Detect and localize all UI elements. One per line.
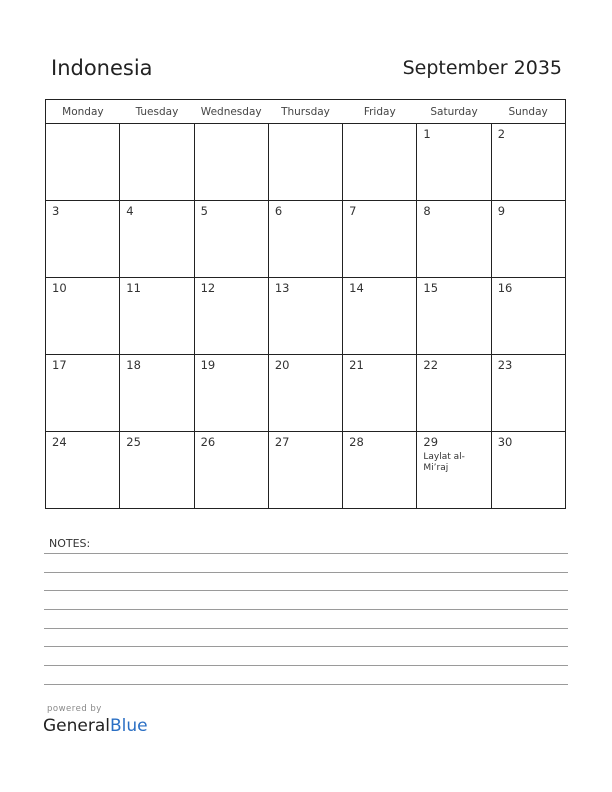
day-number: 21 (349, 358, 364, 372)
day-cell (491, 278, 565, 355)
day-cell (417, 432, 491, 509)
day-cell (343, 432, 417, 509)
day-number: 11 (126, 281, 141, 295)
powered-by-text: powered by (47, 704, 102, 714)
day-cell (120, 201, 194, 278)
day-number: 29 (423, 435, 439, 449)
day-cell (268, 124, 342, 201)
day-number: 22 (423, 358, 439, 372)
day-cell (343, 124, 417, 201)
day-number: 1 (423, 127, 431, 141)
country-title: Indonesia (51, 56, 153, 80)
notes-line (44, 572, 568, 573)
month-title: September 2035 (402, 57, 562, 79)
weekday-header: Thursday (268, 100, 342, 124)
weekday-header-row (46, 100, 566, 124)
calendar-grid (45, 99, 566, 509)
day-number: 3 (52, 204, 60, 218)
day-cell (194, 278, 268, 355)
day-cell (268, 432, 342, 509)
day-number: 7 (349, 204, 357, 218)
day-number: 30 (497, 435, 513, 449)
weekday-header: Monday (46, 100, 120, 124)
day-cell (343, 201, 417, 278)
day-number: 6 (274, 204, 283, 218)
day-cell (417, 355, 491, 432)
week-row (46, 201, 566, 278)
day-number: 23 (497, 358, 513, 372)
weekday-header: Wednesday (194, 100, 268, 124)
day-cell (491, 432, 565, 509)
day-number: 19 (200, 358, 216, 372)
week-row (46, 432, 566, 509)
day-number: 15 (423, 281, 439, 295)
day-cell (417, 278, 491, 355)
week-row (46, 124, 566, 201)
day-cell (120, 278, 194, 355)
notes-line (44, 628, 568, 629)
day-cell (491, 355, 565, 432)
brand-blue: Blue (110, 716, 148, 736)
brand-logo (43, 716, 148, 736)
day-number: 9 (497, 204, 506, 218)
weekday-header: Saturday (417, 100, 491, 124)
notes-line (44, 590, 568, 591)
day-cell (46, 278, 120, 355)
day-cell (268, 278, 342, 355)
notes-label: NOTES: (49, 537, 91, 550)
day-cell (120, 355, 194, 432)
day-cell (46, 124, 120, 201)
day-cell (46, 201, 120, 278)
day-cell (46, 355, 120, 432)
day-number: 20 (274, 358, 290, 372)
day-cell (46, 432, 120, 509)
day-cell (194, 124, 268, 201)
notes-line (44, 609, 568, 610)
day-number: 5 (200, 204, 208, 218)
day-number: 14 (349, 281, 364, 295)
day-cell (120, 124, 194, 201)
day-cell (194, 201, 268, 278)
day-cell (417, 124, 491, 201)
day-number: 25 (126, 435, 141, 449)
notes-line (44, 684, 568, 685)
week-row (46, 278, 566, 355)
day-cell (343, 355, 417, 432)
weekday-header: Sunday (491, 100, 565, 124)
day-number: 17 (52, 358, 67, 372)
brand-general: General (43, 716, 110, 736)
day-number: 24 (52, 435, 67, 449)
day-cell (194, 432, 268, 509)
day-number: 18 (126, 358, 141, 372)
day-number: 10 (52, 281, 67, 295)
day-cell (491, 201, 565, 278)
day-cell (120, 432, 194, 509)
day-number: 8 (423, 204, 431, 218)
day-cell (194, 355, 268, 432)
day-cell (417, 201, 491, 278)
day-cell (268, 355, 342, 432)
day-number: 13 (274, 281, 290, 295)
day-number: 16 (497, 281, 513, 295)
weekday-header: Tuesday (120, 100, 194, 124)
day-cell (268, 201, 342, 278)
day-number: 26 (200, 435, 216, 449)
notes-line (44, 646, 568, 647)
notes-line (44, 553, 568, 554)
weekday-header: Friday (343, 100, 417, 124)
day-cell (491, 124, 565, 201)
day-number: 4 (126, 204, 134, 218)
week-row (46, 355, 566, 432)
notes-line (44, 665, 568, 666)
day-number: 2 (497, 127, 506, 141)
day-cell (343, 278, 417, 355)
day-number: 28 (349, 435, 364, 449)
day-number: 12 (200, 281, 216, 295)
holiday-label: Laylat al-Mi’raj (423, 452, 465, 473)
day-number: 27 (274, 435, 290, 449)
